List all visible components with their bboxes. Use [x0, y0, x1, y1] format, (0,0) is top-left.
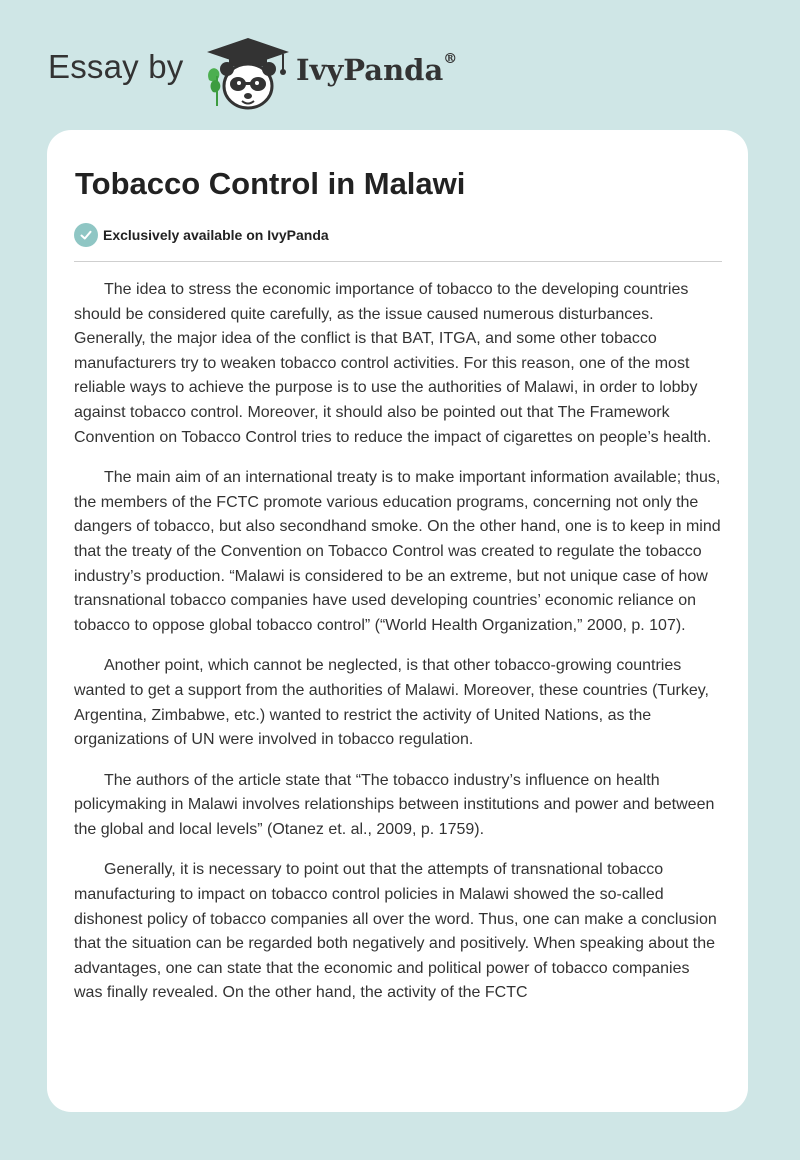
check-circle-icon	[74, 223, 98, 247]
exclusive-badge	[74, 222, 329, 248]
essay-body	[74, 278, 722, 1088]
essay-card	[47, 130, 748, 1112]
brand-name: IvyPanda	[296, 53, 444, 87]
panda-graduate-icon[interactable]	[203, 36, 293, 112]
paragraph: The main aim of an international treaty is to make important information available; thus, the members of the FCTC promote various education programs, concerning not only the dangers of tobacco, but also secondhand smoke. On the other hand, one is to keep in mind that the treaty of the Convention on Tobacco Control was created to regulate the tobacco industry’s production. “Malawi is considered to be an extreme, but not unique case of how transnational tobacco companies have used developing countries’ economic reliance on tobacco to oppose global tobacco control” (“World Health Organization,” 2000, p. 107).	[74, 469, 721, 634]
essay-by-label: Essay by	[48, 48, 184, 85]
site-header	[0, 0, 800, 130]
brand-logo-text[interactable]	[296, 53, 457, 87]
paragraph: Another point, which cannot be neglected, is that other tobacco-growing countries wanted to get a support from the authorities of Malawi. Moreover, these countries (Turkey, Argentina, Zimbabwe, etc.) wanted to restrict the activity of United Nations, as the organizations of UN were involved in tobacco regulation.	[74, 657, 709, 749]
paragraph: The authors of the article state that “The tobacco industry’s influence on health policymaking in Malawi involves relationships between institutions and power and between the global and local levels” (Otanez et. al., 2009, p. 1759).	[74, 771, 715, 838]
registered-mark: ®	[443, 51, 458, 67]
title-divider	[74, 261, 722, 262]
paragraph: Generally, it is necessary to point out that the attempts of transnational tobacco manufacturing to impact on tobacco control policies in Malawi showed the so-called dishonest policy of tobacco companies all over the word. Thus, one can make a conclusion that the situation can be regarded both negatively and positively. When speaking about the advantages, one can state that the economic and political power of tobacco companies was finally revealed. On the other hand, the activity of the FCTC	[74, 861, 717, 1002]
exclusive-badge-label: Exclusively available on IvyPanda	[103, 227, 329, 243]
page-title: Tobacco Control in Malawi	[75, 166, 466, 201]
paragraph: The idea to stress the economic importance of tobacco to the developing countries should be considered quite carefully, as the issue caused numerous disturbances. Generally, the major idea of the conflict is that BAT, ITGA, and some other tobacco manufacturers try to weaken tobacco control activities. For this reason, one of the most reliable ways to achieve the purpose is to use the authorities of Malawi, in order to lobby against tobacco control. Moreover, it should also be pointed out that The Framework Convention on Tobacco Control tries to reduce the impact of cigarettes on people’s health.	[74, 281, 712, 446]
